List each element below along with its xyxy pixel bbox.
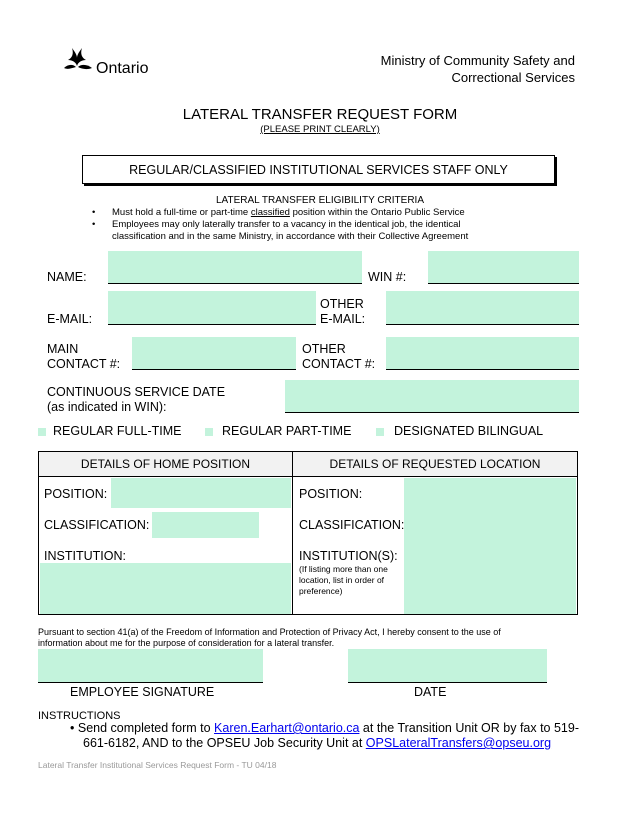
main-contact-label: MAIN CONTACT #: bbox=[47, 342, 121, 371]
trillium-icon bbox=[62, 46, 96, 78]
opseu-email-link[interactable]: OPSLateralTransfers@opseu.org bbox=[365, 736, 552, 750]
requested-position-label: POSITION: bbox=[299, 487, 363, 501]
email-field[interactable] bbox=[108, 291, 316, 324]
signature-field[interactable] bbox=[38, 649, 263, 682]
bullet: • bbox=[92, 207, 96, 218]
form-footer: Lateral Transfer Institutional Services Request Form - TU 04/18 bbox=[38, 760, 277, 770]
name-label: NAME: bbox=[47, 270, 87, 284]
criteria-item-2-cont: classification and in the same Ministry, in accordance with their Collective Agreement bbox=[112, 231, 469, 242]
win-field[interactable] bbox=[428, 251, 579, 283]
requested-institutions-label: INSTITUTION(S): bbox=[299, 549, 398, 563]
date-field[interactable] bbox=[348, 649, 547, 682]
part-time-label: REGULAR PART-TIME bbox=[222, 424, 352, 438]
karen-email-link[interactable]: Karen.Earhart@ontario.ca bbox=[214, 721, 360, 735]
logo-text: Ontario bbox=[96, 60, 149, 77]
home-classification-label: CLASSIFICATION: bbox=[44, 518, 150, 532]
home-position-header: DETAILS OF HOME POSITION bbox=[80, 457, 251, 471]
full-time-checkbox[interactable] bbox=[38, 428, 46, 436]
date-label: DATE bbox=[414, 685, 447, 699]
full-time-label: REGULAR FULL-TIME bbox=[53, 424, 182, 438]
service-date-field[interactable] bbox=[285, 380, 579, 412]
name-field[interactable] bbox=[108, 251, 362, 283]
home-institution-label: INSTITUTION: bbox=[44, 549, 126, 563]
bullet: • bbox=[70, 721, 78, 735]
part-time-checkbox[interactable] bbox=[205, 428, 213, 436]
main-contact-field[interactable] bbox=[132, 337, 296, 369]
home-classification-field[interactable] bbox=[152, 512, 259, 538]
requested-location-header: DETAILS OF REQUESTED LOCATION bbox=[329, 457, 541, 471]
ontario-logo bbox=[62, 46, 172, 80]
home-position-label: POSITION: bbox=[44, 487, 108, 501]
service-date-label: CONTINUOUS SERVICE DATE (as indicated in WIN): bbox=[47, 385, 226, 414]
ministry-line-2: Correctional Services bbox=[451, 70, 575, 85]
ministry-line-1: Ministry of Community Safety and bbox=[380, 53, 575, 68]
instructions-text: • Send completed form to Karen.Earhart@ontario.ca at the Transition Unit OR by fax to 519- 661-6182, AND to the OPSEU Job Security Unit at OPSLateralTransfers@opseu.org bbox=[70, 721, 580, 750]
details-table bbox=[38, 451, 578, 615]
staff-banner bbox=[82, 155, 555, 184]
bilingual-label: DESIGNATED BILINGUAL bbox=[394, 424, 544, 438]
ministry-name bbox=[381, 52, 575, 86]
requested-classification-label: CLASSIFICATION: bbox=[299, 518, 405, 532]
privacy-consent: Pursuant to section 41(a) of the Freedom of Information and Protection of Privacy Act, I hereby consent to the use of information about me for the purpose of consideration for a lateral transfer. bbox=[38, 627, 501, 648]
home-institution-field[interactable] bbox=[40, 563, 291, 614]
requested-location-field[interactable] bbox=[404, 478, 576, 614]
other-contact-label: OTHER CONTACT #: bbox=[302, 342, 376, 371]
email-label: E-MAIL: bbox=[47, 312, 93, 326]
form-subtitle: (PLEASE PRINT CLEARLY) bbox=[260, 124, 380, 135]
criteria-heading: LATERAL TRANSFER ELIGIBILITY CRITERIA bbox=[215, 195, 425, 206]
instructions-heading: INSTRUCTIONS bbox=[38, 710, 121, 722]
other-email-field[interactable] bbox=[386, 291, 579, 324]
bilingual-checkbox[interactable] bbox=[376, 428, 384, 436]
win-label: WIN #: bbox=[368, 270, 407, 284]
institution-order-note: (If listing more than one location, list in order of preference) bbox=[299, 564, 388, 596]
bullet: • bbox=[92, 219, 96, 230]
criteria-item-2: • Employees may only laterally transfer to a vacancy in the identical job, the identical bbox=[92, 219, 461, 230]
home-position-field[interactable] bbox=[111, 478, 291, 508]
criteria-item-1: • Must hold a full-time or part-time classified position within the Ontario Public Service bbox=[92, 207, 465, 218]
other-contact-field[interactable] bbox=[386, 337, 579, 369]
table-divider bbox=[292, 452, 293, 614]
form-title: LATERAL TRANSFER REQUEST FORM bbox=[182, 106, 458, 123]
banner-text: REGULAR/CLASSIFIED INSTITUTIONAL SERVICES STAFF ONLY bbox=[129, 162, 508, 177]
other-email-label: OTHER E-MAIL: bbox=[320, 297, 366, 326]
criteria-list bbox=[92, 207, 468, 243]
signature-label: EMPLOYEE SIGNATURE bbox=[70, 685, 215, 699]
